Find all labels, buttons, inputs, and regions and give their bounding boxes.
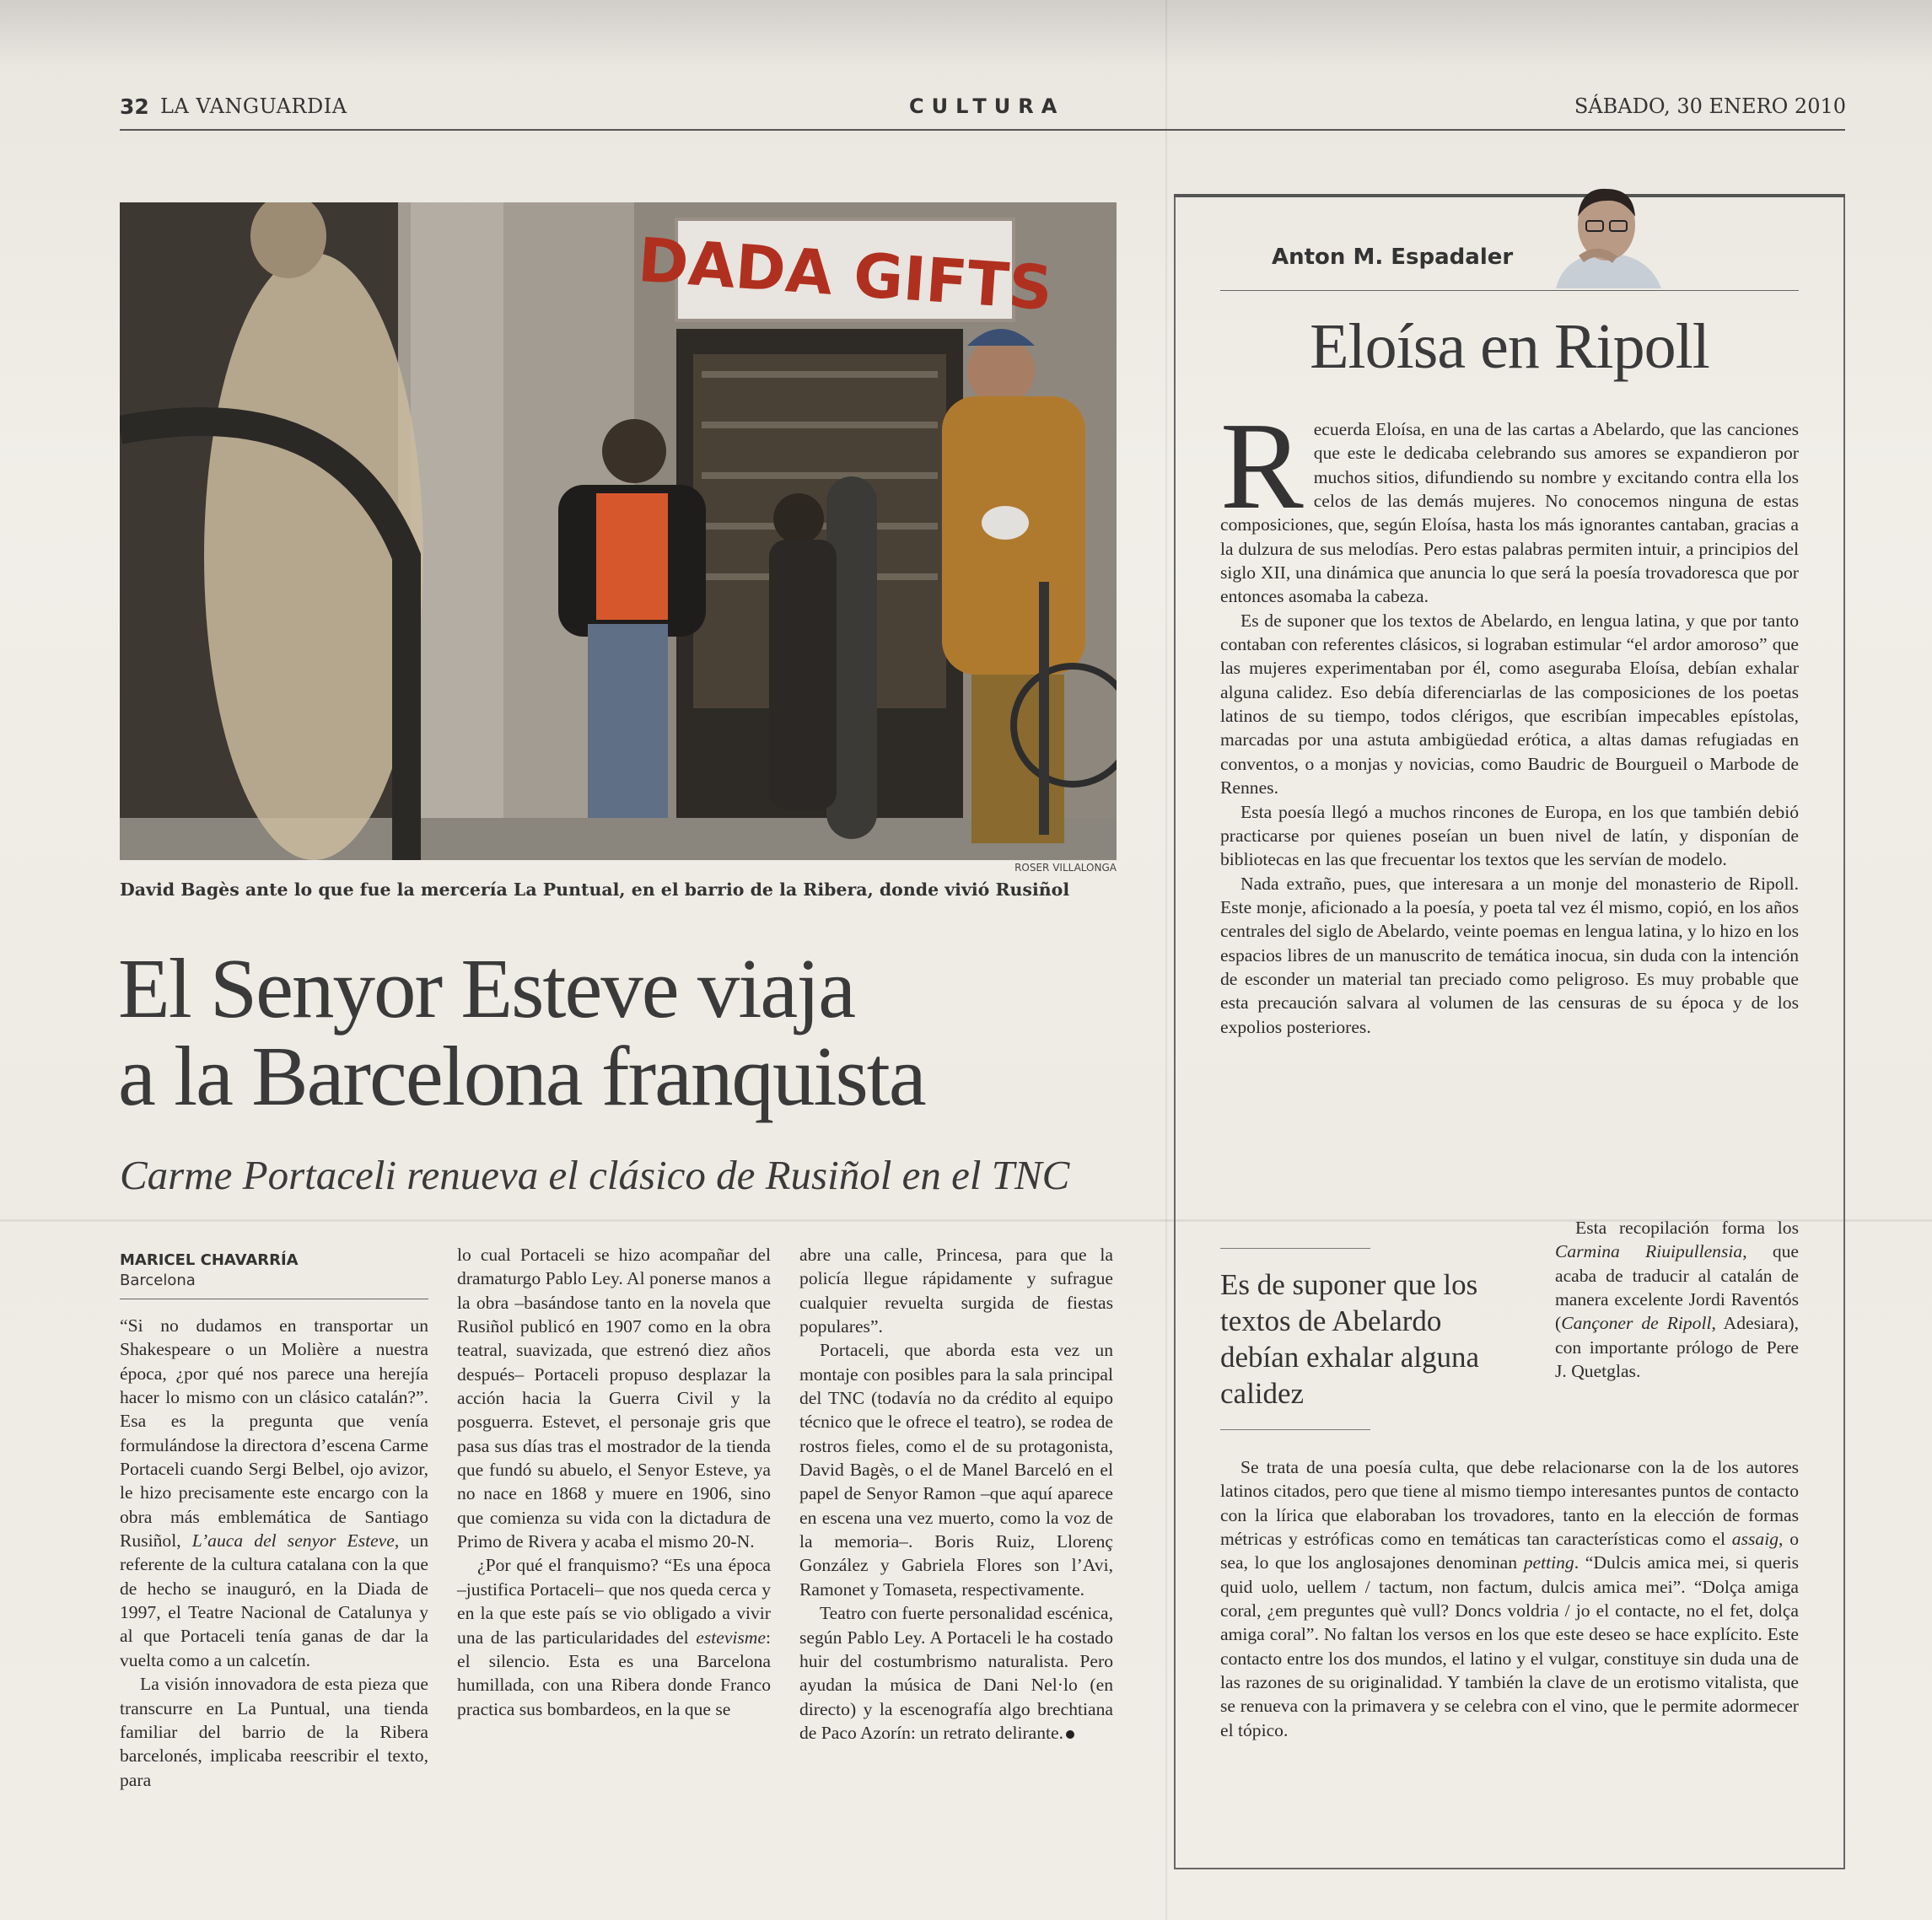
- article-photo: [120, 202, 1117, 860]
- paragraph: La visión innovadora de esta pieza que transcurre en La Puntual, una tienda familiar del barrio de la Ribera barcelonés, implicaba reescribir el texto, para: [120, 1674, 428, 1790]
- author-portrait: [1539, 179, 1674, 288]
- article-dateline: Barcelona: [120, 1272, 196, 1289]
- photo-caption: David Bagès ante lo que fue la mercería La Puntual, en el barrio de la Ribera, donde vivió Rusiñol: [120, 879, 1070, 900]
- article-byline: MARICEL CHAVARRÍA: [120, 1251, 299, 1269]
- pull-quote: Es de suponer que los textos de Abelardo debían exhalar alguna calidez: [1220, 1268, 1480, 1410]
- header-rule: [120, 129, 1845, 131]
- paragraph: Esta recopilación forma los Carmina Riuipullensia, que acaba de traducir al catalán de manera excelente Jordi Raventós (Cançoner de Ripoll, Adesiara), con importante prólogo de Pere J. Quetglas.: [1555, 1218, 1799, 1382]
- opinion-column-text: [1220, 397, 1799, 1039]
- opinion-box-top-rule: [1174, 194, 1845, 197]
- issue-date: SÁBADO, 30 ENERO 2010: [1574, 94, 1846, 118]
- paragraph: Portaceli, que aborda esta vez un montaje con posibles para la sala principal del TNC (todavía no da crédito al equipo técnico que le ofrece el teatro), se rodea de rostros fieles, como el de su protagonista, David Bagès, o el de Manel Barceló en el papel de Senyor Ramon –que aquí aparece en escena una vez muerto, como la voz de la memoria–. Boris Ruiz, Llorenç González y Gabriela Flores son l’Avi, Ramonet y Tomaseta, respectivamente.: [799, 1340, 1113, 1600]
- paragraph: Es de suponer que los textos de Abelardo, en lengua latina, y que por tanto contaban con referentes clásicos, si lograban estimular “el ardor amoroso” que las mujeres experimentaban por él, como aseguraba Eloísa, debían exhalar alguna calidez. Eso debía diferenciarlas de las composiciones de los poetas latinos de su tiempo, todos clérigos, que escribían impecables epístolas, marcadas por una astuta ambigüedad erótica, a altas damas refugiadas en conventos, o a monjas y novicias, como Baudric de Bourgueil o Marbode de Rennes.: [1220, 610, 1799, 799]
- opinion-column-text-side: [1555, 1216, 1799, 1383]
- paragraph: “Si no dudamos en transportar un Shakespeare o un Molière a nuestra época, ¿por qué nos parece una herejía hacer lo mismo con un clásico catalán?”. Esa es la pregunta que venía formulándose la directora d’escena Carme Portaceli cuando Sergi Belbel, ojo avizor, le hizo precisamente este encargo con la obra más emblemática de Santiago Rusiñol, L’auca del senyor Esteve, un referente de la cultura catalana con la que de hecho se inauguró, en la Diada de 1997, el Teatre Nacional de Catalunya y al que Portaceli tenía ganas de dar la vuelta como a un calcetín.: [120, 1315, 428, 1670]
- pull-quote-rule-bottom: [1220, 1429, 1370, 1430]
- article-headline: [118, 941, 1130, 1123]
- paragraph: Esta poesía llegó a muchos rincones de Europa, en los que también debió practicarse por quienes poseían un buen nivel de latín, y disponían de bibliotecas en las que frecuentar los textos que les servían de modelo.: [1220, 801, 1799, 870]
- paragraph: lo cual Portaceli se hizo acompañar del dramaturgo Pablo Ley. Al ponerse manos a la obra –basándose tanto en la novela que Rusiñol publicó en 1907 como en la obra teatral, suavizada, que estrenó diez años después– Portaceli propuso desplazar la acción hacia la Guerra Civil y la posguerra. Estevet, el personaje gris que pasa sus días tras el mostrador de la tienda que fundó su abuelo, el Senyor Esteve, ya no nace en 1868 y muere en 1906, sino que comienza su vida con la dictadura de Primo de Rivera y acaba el mismo 20-N.: [457, 1245, 771, 1552]
- article-column-3: [799, 1243, 1113, 1745]
- article-column-2: [457, 1243, 771, 1721]
- fold-line-vertical: [1165, 0, 1167, 1920]
- drop-cap: R: [1220, 397, 1304, 535]
- end-mark-icon: [1066, 1730, 1074, 1739]
- publication-name: LA VANGUARDIA: [160, 94, 347, 118]
- shop-sign-text: DADA GIFTS: [635, 223, 1055, 325]
- paragraph: Se trata de una poesía culta, que debe relacionarse con la de los autores latinos citados, pero que tiene al mismo tiempo interesantes puntos de contacto con la lírica que elaboraban los trovadores, tanto en la elección de formas métricas y estróficas como en temáticas tan características como el assaig, o sea, lo que los anglosajones denominan petting. “Dulcis amica mei, si queris quid uolo, uellem / tactum, non factum, dulcis amica mei”. “Dolça amiga coral, ¿em preguntes què vull? Doncs voldria / jo el contacte, no el fet, dolça amiga coral”. No faltan los versos en los que este deseo se hace explícito. Este contacto entre los dos mundos, el latino y el vulgar, constituye sin duda una de las razones de su originalidad. Y también la clave de un erotismo vitalista, que se renueva con la primavera y se celebra con el vino, que le permite adormecer el tópico.: [1220, 1457, 1799, 1740]
- paragraph: Teatro con fuerte personalidad escénica, según Pablo Ley. A Portaceli le ha costado huir del costumbrismo naturalista. Pero ayudan la música de Dani Nel·lo (en directo) y la escenografía algo brechtiana de Paco Azorín: un retrato delirante.: [799, 1603, 1113, 1743]
- page-number: 32: [120, 94, 149, 119]
- street-scene-illustration: [120, 202, 1117, 860]
- opinion-column-text-bottom: [1220, 1455, 1799, 1742]
- headline-line-2: a la Barcelona franquista: [118, 1029, 925, 1123]
- paragraph: Nada extraño, pues, que interesara a un monje del monasterio de Ripoll. Este monje, aficionado a la poesía, y poeta tal vez él mismo, copió, en los años centrales del siglo de Abelardo, veinte poemas en lengua latina, y lo hizo en los espacios libres de un manuscrito de temática inocua, sin duda con la intención de esconder un material tan preciado como peligroso. Es muy probable que esta precaución salvara al volumen de las censuras de su época y de los expolios posteriores.: [1220, 873, 1799, 1037]
- pull-quote-rule-top: [1220, 1248, 1370, 1249]
- article-subheadline: Carme Portaceli renueva el clásico de Rusiñol en el TNC: [120, 1152, 1070, 1198]
- paragraph: Recuerda Eloísa, en una de las cartas a Abelardo, que las canciones que este le dedicaba celebrando sus amores se expandieron por muchos sitios, difundiendo su nombre y excitando contra ella los celos de las demás mujeres. No conocemos ninguna de estas composiciones, que, según Eloísa, hasta los más ignorantes cantaban, gracias a la dulzura de sus melodías. Pero estas palabras permiten intuir, a principios del siglo XII, una dinámica que anuncia lo que será la poesía trovadoresca que por entonces asomaba la cabeza.: [1220, 397, 1799, 607]
- headline-line-1: El Senyor Esteve viaja: [118, 941, 855, 1035]
- column-title: Eloísa en Ripoll: [1310, 311, 1709, 382]
- author-portrait-icon: [1539, 179, 1674, 288]
- paragraph: abre una calle, Princesa, para que la policía llegue rápidamente y sufrague cualquier revuelta surgida de fiestas populares”.: [799, 1245, 1113, 1337]
- article-column-1: [120, 1314, 428, 1792]
- section-name: CULTURA: [909, 94, 1065, 118]
- column-author: Anton M. Espadaler: [1272, 245, 1514, 270]
- print-bleed-top: [0, 0, 1932, 67]
- paragraph: ¿Por qué el franquismo? “Es una época –justifica Portaceli– que nos queda cerca y en la que este país se vio obligado a vivir una de las particularidades del estevisme: el silencio. Esta es una Barcelona humillada, con una Ribera donde Franco practica sus bombardeos, en la que se: [457, 1555, 771, 1719]
- author-rule: [1220, 290, 1799, 291]
- photo-credit: ROSER VILLALONGA: [1014, 862, 1117, 874]
